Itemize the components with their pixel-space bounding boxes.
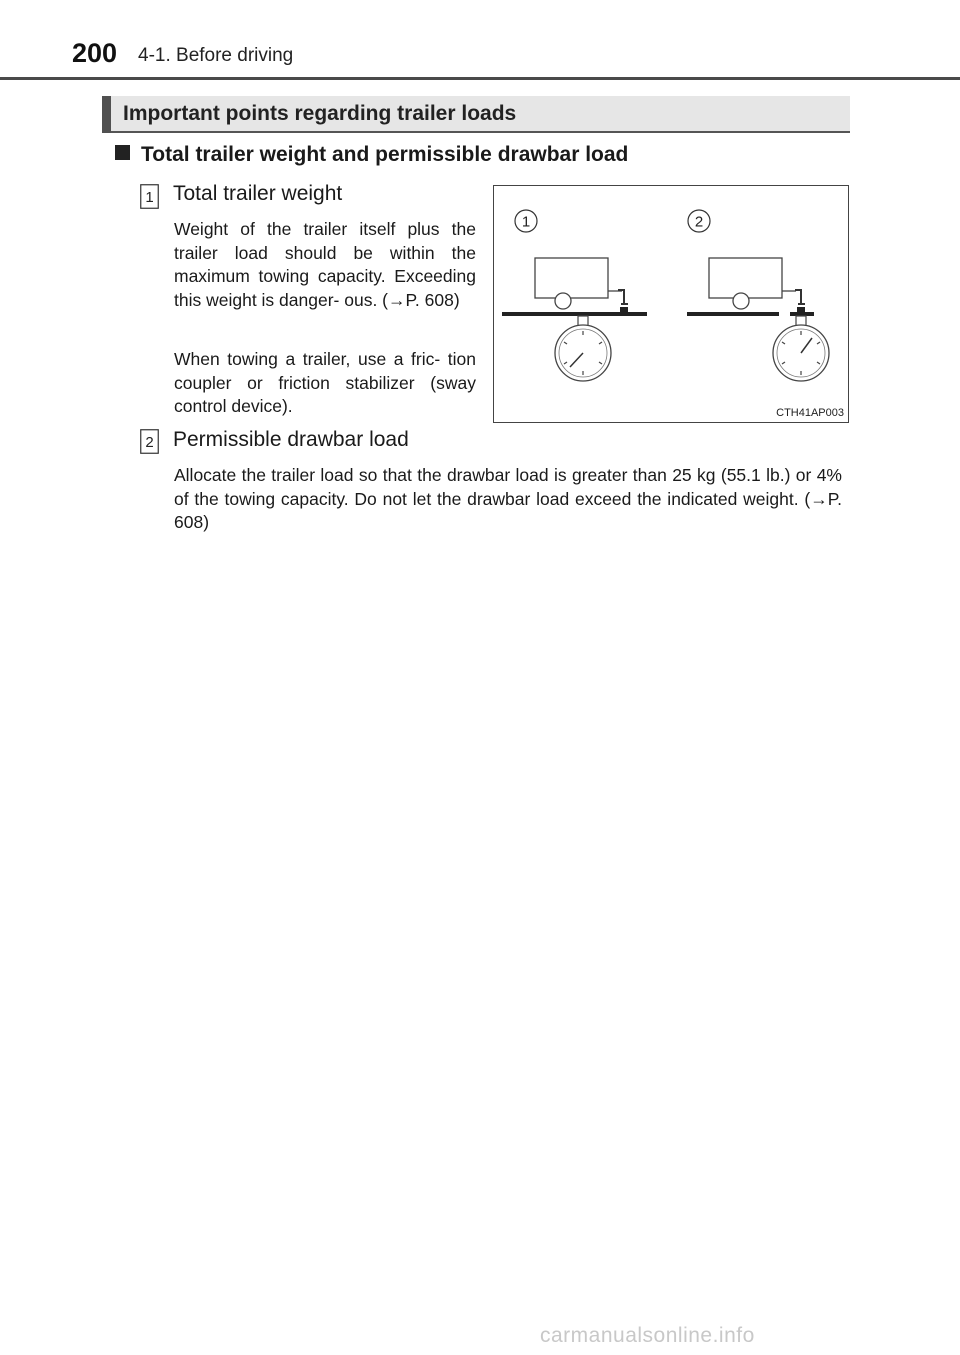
callout-1-text: 1 bbox=[521, 213, 531, 231]
callout-1-icon bbox=[515, 210, 537, 232]
chapter-title: 4-1. Before driving bbox=[138, 45, 294, 66]
trailer-on-scale-right bbox=[687, 258, 829, 381]
section-accent-bar bbox=[102, 96, 111, 133]
number-badge-2-text: 2 bbox=[145, 434, 154, 451]
header-divider bbox=[0, 77, 960, 80]
trailer-on-scale-left bbox=[502, 258, 647, 381]
trailer-load-figure bbox=[493, 185, 849, 423]
figure-code: CTH41AP003 bbox=[776, 407, 844, 419]
item-2-paragraph-1: Allocate the trailer load so that the drawbar load is greater than 25 kg (55.1 lb.) or 4% of the towing capacity. Do not let the drawbar load exceed the indicated weight. (→P. 608) bbox=[174, 465, 842, 532]
subheading bbox=[115, 143, 628, 167]
number-badge-2-icon bbox=[140, 429, 159, 454]
square-bullet-icon bbox=[115, 145, 130, 160]
number-badge-1-icon bbox=[140, 184, 159, 209]
callout-2-text: 2 bbox=[694, 213, 704, 231]
page-number: 200 bbox=[72, 38, 118, 68]
section-title: Important points regarding trailer loads bbox=[123, 102, 517, 125]
item-1-paragraph-2: When towing a trailer, use a fric- tion coupler or friction stabilizer (sway control device). bbox=[174, 349, 476, 416]
watermark: carmanualsonline.info bbox=[540, 1324, 755, 1347]
item-1-title: Total trailer weight bbox=[173, 182, 343, 205]
section-header bbox=[102, 96, 850, 133]
number-badge-1-text: 1 bbox=[145, 189, 154, 206]
subheading-text: Total trailer weight and permissible drawbar load bbox=[141, 143, 629, 166]
item-2-title: Permissible drawbar load bbox=[173, 428, 409, 451]
trailer-scale-diagram bbox=[494, 186, 848, 422]
item-1-paragraph-1: Weight of the trailer itself plus the trailer load should be within the maximum towing capacity. Exceeding this weight is danger- ous. (→P. 608) bbox=[174, 219, 476, 310]
callout-2-icon bbox=[688, 210, 710, 232]
